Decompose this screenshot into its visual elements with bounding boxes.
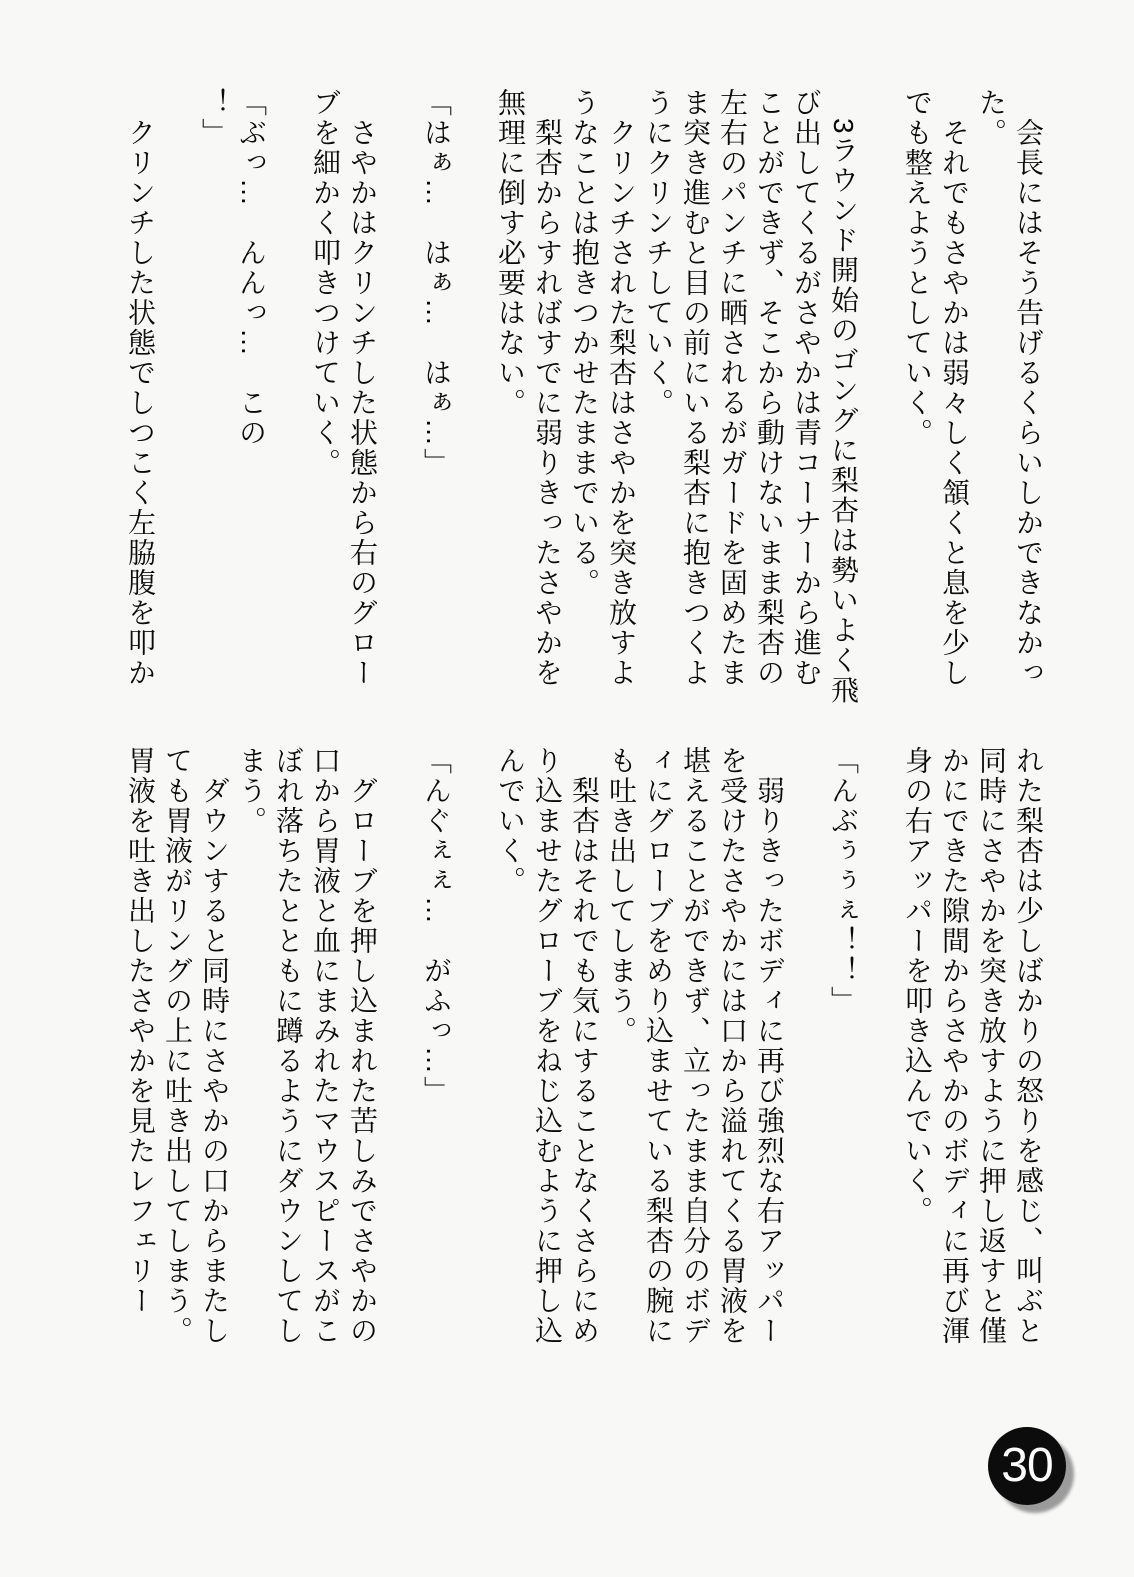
text-line: び出してくるがさやかは青コーナーから進む [791, 88, 822, 688]
blank-line [270, 88, 307, 704]
page-number: 30 [1001, 1439, 1053, 1492]
text-line: それでもさやかは弱々しく頷くと息を少し [939, 88, 970, 688]
text-line: ダウンすると同時にさやかの口からまたし [199, 746, 230, 1346]
text-line: 胃液を吐き出したさやかを見たレフェリー [125, 746, 156, 1316]
blank-line [381, 746, 418, 1362]
text-line: 弱りきったボディに再び強烈な右アッパー [754, 746, 785, 1346]
text-line: ぼれ落ちたとともに蹲るようにダウンしてし [273, 746, 304, 1346]
text-line: さやかはクリンチした状態から右のグロー [347, 88, 378, 688]
text-line: ま突き進むと目の前にいる梨杏に抱きつくよ [680, 88, 711, 688]
text-line: れた梨杏は少しばかりの怒りを感じ、叫ぶと [1013, 746, 1044, 1346]
page-number-badge [988, 1427, 1066, 1505]
text-line: うにクリンチしていく。 [643, 88, 674, 418]
text-line: 梨杏からすればすでに弱りきったさやかを [532, 88, 563, 688]
text-line: 身の右アッパーを叩き込んでいく。 [902, 746, 933, 1226]
text-line: グローブを押し込まれた苦しみでさやかの [347, 746, 378, 1346]
text-line: 左右のパンチに晒されるがガードを固めたま [717, 88, 748, 688]
text-line: まう。 [236, 746, 267, 836]
text-line: 無理に倒す必要はない。 [495, 88, 526, 418]
text-line: 堪えることができず、立ったまま自分のボデ [680, 746, 711, 1346]
blank-line [159, 88, 196, 704]
blank-line [381, 88, 418, 704]
blank-line [455, 88, 492, 704]
text-line: うなことは抱きつかせたままでいる。 [569, 88, 600, 598]
text-line: クリンチされた梨杏はさやかを突き放すよ [606, 88, 637, 688]
text-line: クリンチした状態でしつこく左脇腹を叩か [125, 88, 156, 688]
blank-line [862, 746, 899, 1362]
text-line: んでいく。 [495, 746, 526, 896]
text-line: 「んぶぅぅぇ！！」 [828, 746, 859, 1016]
text-line: ィにグローブをめり込ませている梨杏の腕に [643, 746, 674, 1346]
blank-line [455, 746, 492, 1362]
text-line: 「はぁ… はぁ… はぁ…」 [421, 88, 452, 478]
text-line: 口から胃液と血にまみれたマウスピースがこ [310, 746, 341, 1346]
text-line: ！」 [199, 88, 230, 148]
blank-line [862, 88, 899, 704]
blank-line [788, 746, 825, 1362]
text-line: 梨杏はそれでも気にすることなくさらにめ [569, 746, 600, 1346]
text-line: た。 [976, 88, 1007, 148]
text-line: 会長にはそう告げるくらいしかできなかっ [1013, 88, 1044, 688]
text-line: 3ラウンド開始のゴングに梨杏は勢いよく飛 [828, 88, 859, 706]
text-block-top [122, 88, 1047, 704]
text-line: を受けたさやかには口から溢れてくる胃液を [717, 746, 748, 1346]
text-line: 同時にさやかを突き放すように押し返すと僅 [976, 746, 1007, 1346]
text-line: かにできた隙間からさやかのボディに再び渾 [939, 746, 970, 1346]
text-line: り込ませたグローブをねじ込むように押し込 [532, 746, 563, 1346]
text-line: 「ぶっ… んんっ… この [236, 88, 267, 448]
text-line: ても胃液がリングの上に吐き出してしまう。 [162, 746, 193, 1346]
text-line: 「んぐぇぇ… がふっ…」 [421, 746, 452, 1106]
text-line: ブを細かく叩きつけていく。 [310, 88, 341, 478]
text-line: でも整えようとしていく。 [902, 88, 933, 448]
text-block-bottom [122, 746, 1047, 1362]
text-line: ことができず、そこから動けないまま梨杏の [754, 88, 785, 688]
text-line: も吐き出してしまう。 [606, 746, 637, 1046]
